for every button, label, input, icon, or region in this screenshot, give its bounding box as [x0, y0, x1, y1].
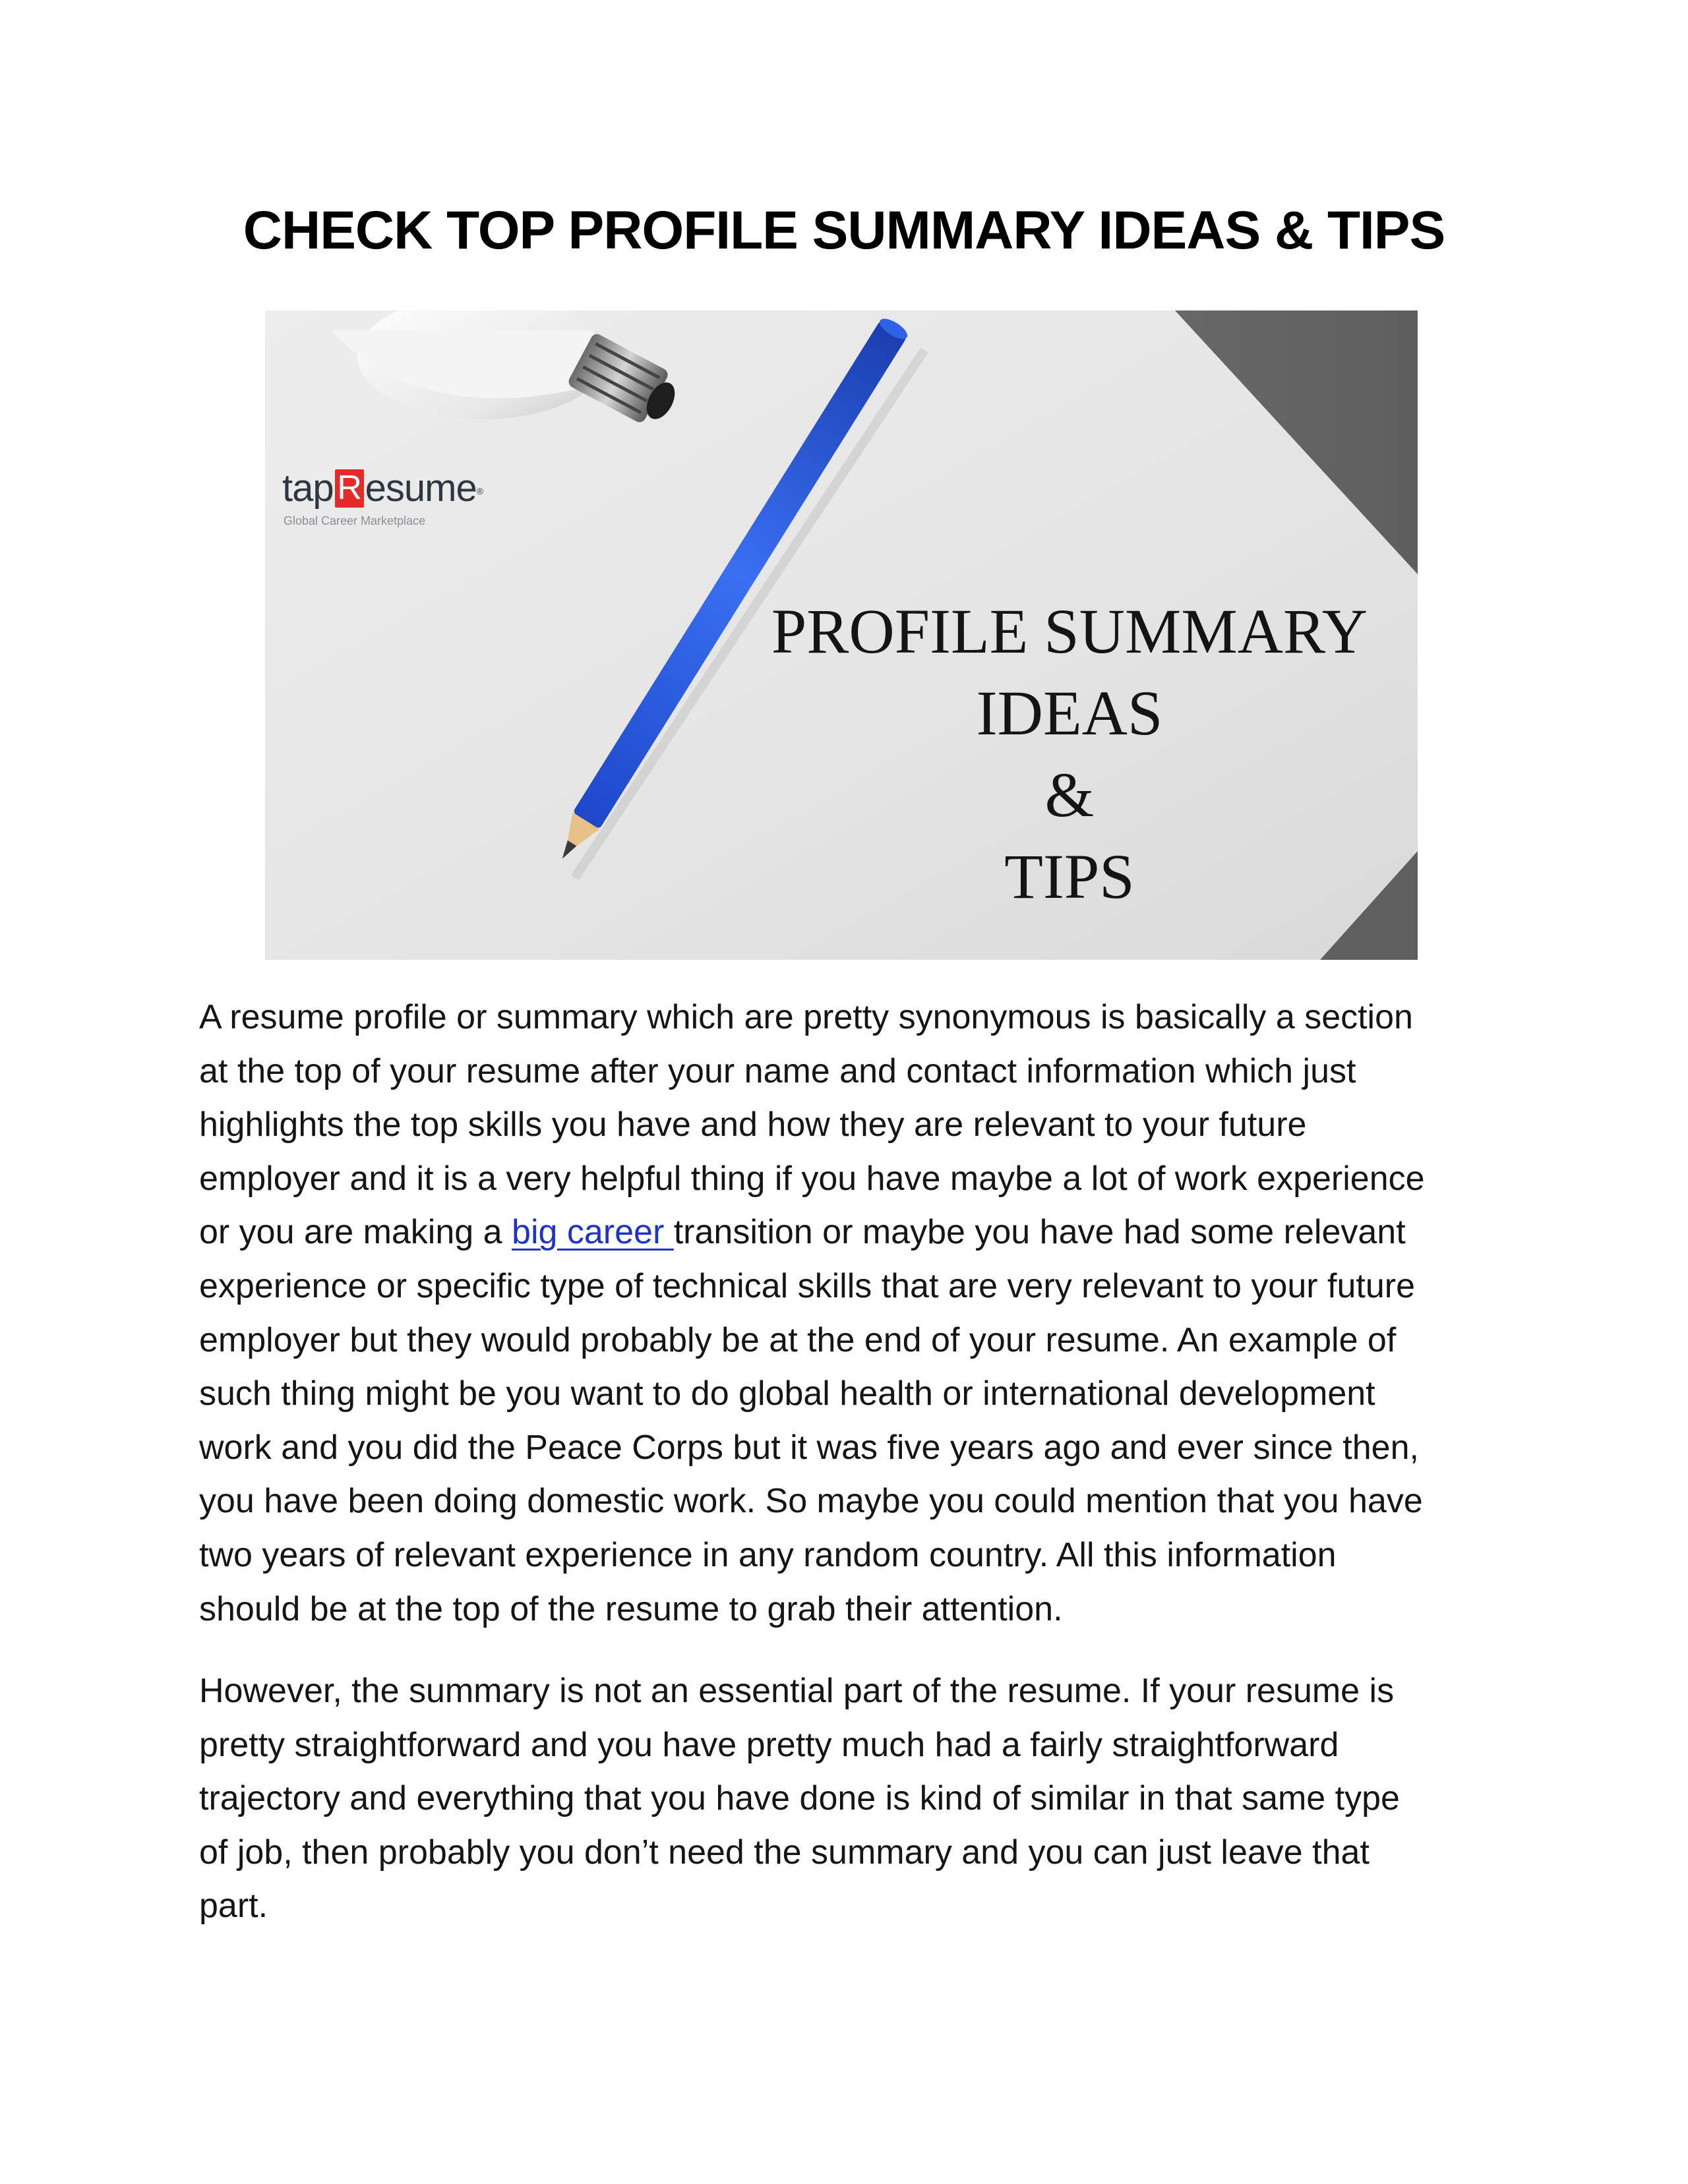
text-line: trajectory and everything that you have done is kind of similar in that same type [199, 1779, 1400, 1818]
hero-headline [753, 591, 1386, 918]
text-line: experience or specific type of technical skills that are very relevant to your future [199, 1266, 1415, 1305]
hero-line: & [1044, 759, 1095, 830]
brand-trademark: ® [476, 486, 483, 496]
brand-name-start: tap [282, 467, 334, 510]
text-line: pretty straightforward and you have pretty much had a fairly straightforward [199, 1725, 1339, 1764]
brand-r-icon: R [335, 469, 364, 508]
brand-tagline: Global Career Marketplace [284, 514, 426, 527]
paragraph-intro [199, 991, 1492, 1636]
text-line: highlights the top skills you have and how they are relevant to your future [199, 1106, 1307, 1144]
text-after-link: transition or maybe you have had some relevant [673, 1213, 1406, 1252]
text-line: such thing might be you want to do global health or international development [199, 1374, 1375, 1413]
text-line: you have been doing domestic work. So maybe you could mention that you have [199, 1482, 1423, 1521]
page-title: CHECK TOP PROFILE SUMMARY IDEAS & TIPS [243, 200, 1445, 260]
text-line: However, the summary is not an essential part of the resume. If your resume is [199, 1672, 1395, 1710]
hero-line: TIPS [1004, 841, 1135, 912]
text-line: employer but they would probably be at the end of your resume. An example of [199, 1320, 1397, 1359]
hero-line: PROFILE SUMMARY [771, 596, 1368, 666]
paragraph-however [199, 1665, 1492, 1933]
brand-name-end: esume [365, 467, 477, 510]
big-career-link[interactable]: big career [512, 1213, 674, 1252]
text-line: should be at the top of the resume to grab their attention. [199, 1589, 1063, 1628]
text-line-with-link [199, 1206, 1492, 1260]
hero-image [265, 310, 1418, 960]
text-line: work and you did the Peace Corps but it was five years ago and ever since then, [199, 1428, 1419, 1467]
text-line: of job, then probably you don’t need the summary and you can just leave that [199, 1833, 1370, 1872]
text-line: A resume profile or summary which are pretty synonymous is basically a section [199, 998, 1413, 1036]
hero-line: IDEAS [976, 678, 1163, 748]
text-line: employer and it is a very helpful thing if you have maybe a lot of work experience [199, 1159, 1425, 1198]
text-line: two years of relevant experience in any random country. All this information [199, 1535, 1337, 1574]
brand-logo [282, 464, 520, 528]
text-line: at the top of your resume after your name and contact information which just [199, 1051, 1356, 1090]
text-before-link: or you are making a [199, 1213, 512, 1252]
text-line: part. [199, 1887, 268, 1926]
